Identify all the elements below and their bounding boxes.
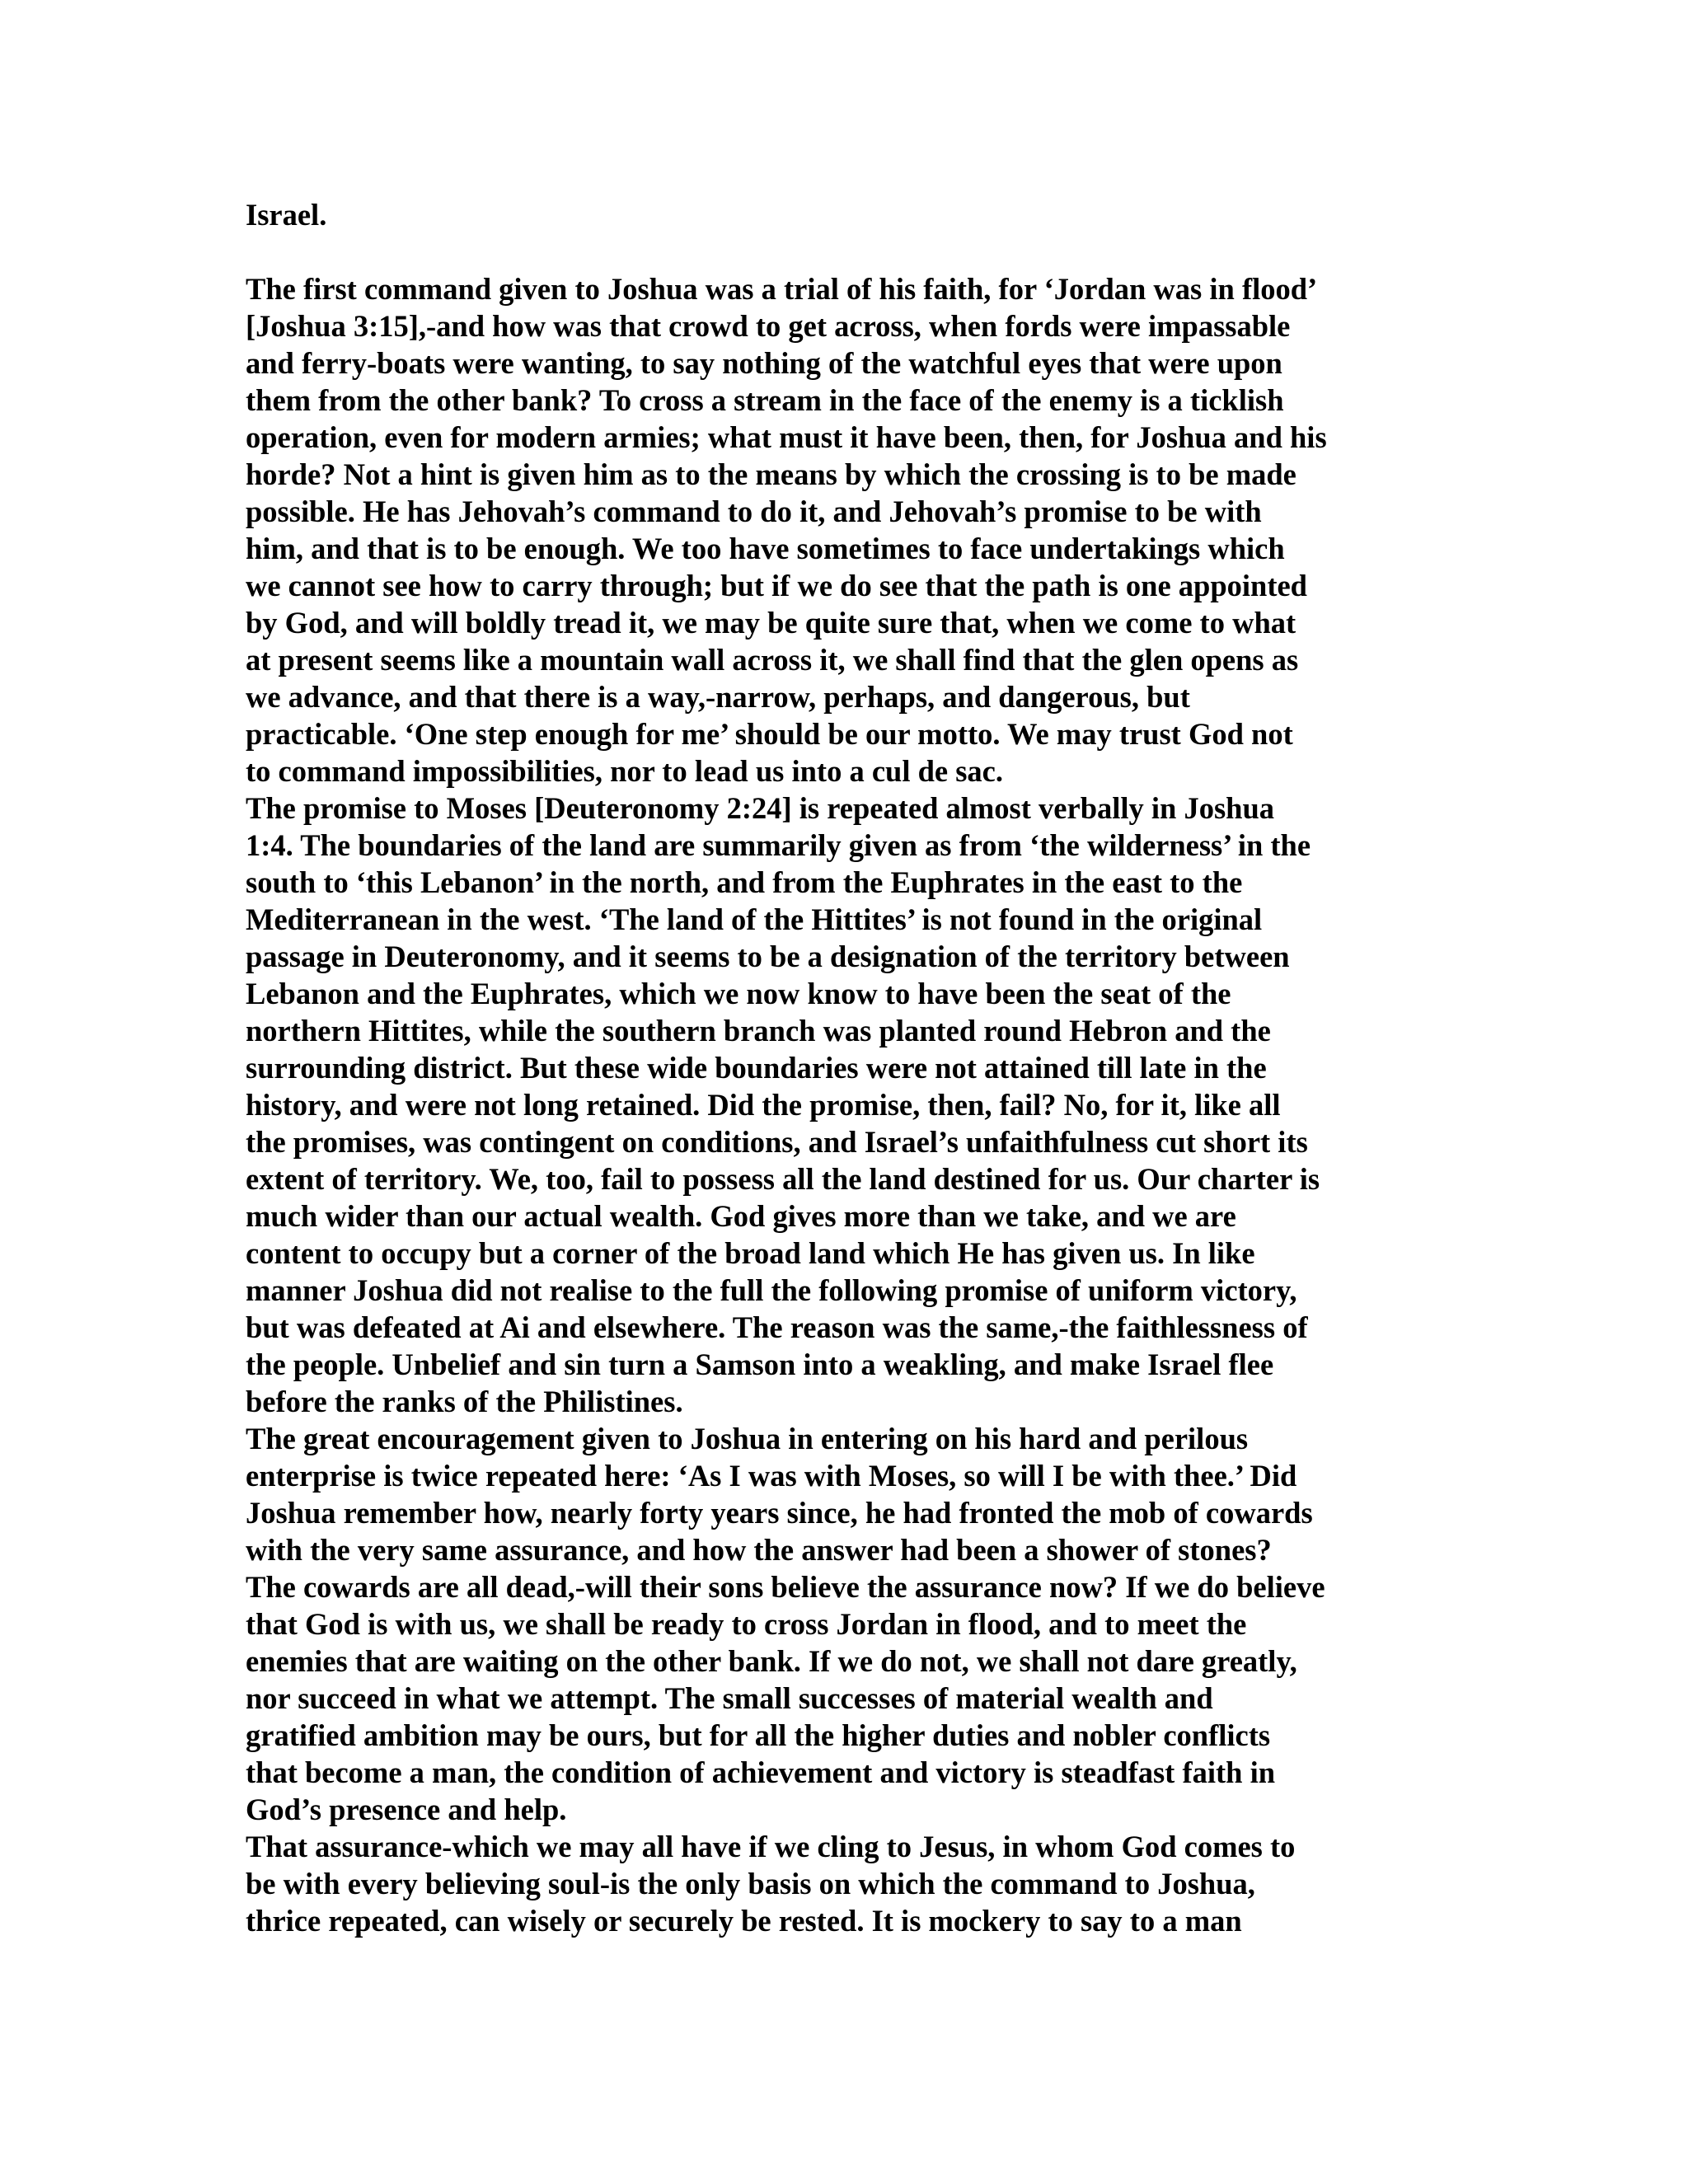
text-line: enemies that are waiting on the other bank. If we do not, we shall not dare greatly, [246,1644,1297,1678]
text-line: we cannot see how to carry through; but if we do see that the path is one appointed [246,569,1307,602]
text-line: manner Joshua did not realise to the full the following promise of uniform victory, [246,1273,1297,1307]
text-line: 1:4. The boundaries of the land are summarily given as from ‘the wilderness’ in the [246,828,1311,862]
text-line: nor succeed in what we attempt. The small successes of material wealth and [246,1681,1213,1715]
text-line: enterprise is twice repeated here: ‘As I was with Moses, so will I be with thee.’ Did [246,1459,1297,1493]
text-line: that God is with us, we shall be ready to cross Jordan in flood, and to meet the [246,1607,1247,1641]
text-line: practicable. ‘One step enough for me’ should be our motto. We may trust God not [246,717,1293,751]
text-line: northern Hittites, while the southern branch was planted round Hebron and the [246,1014,1271,1047]
text-line: The first command given to Joshua was a trial of his faith, for ‘Jordan was in flood’ [246,272,1318,306]
text-line: with the very same assurance, and how the answer had been a shower of stones? [246,1533,1272,1567]
text-line: That assurance-which we may all have if we cling to Jesus, in whom God comes to [246,1830,1296,1863]
text-line: The promise to Moses [Deuteronomy 2:24] is repeated almost verbally in Joshua [246,791,1275,825]
text-line: much wider than our actual wealth. God gives more than we take, and we are [246,1199,1236,1233]
text-line: God’s presence and help. [246,1793,567,1826]
text-line: him, and that is to be enough. We too have sometimes to face undertakings which [246,532,1285,565]
text-line: Lebanon and the Euphrates, which we now know to have been the seat of the [246,977,1231,1010]
text-line: The cowards are all dead,-will their sons believe the assurance now? If we do believe [246,1570,1325,1604]
text-line: history, and were not long retained. Did the promise, then, fail? No, for it, like all [246,1088,1281,1122]
text-line: before the ranks of the Philistines. [246,1385,683,1418]
text-line: to command impossibilities, nor to lead us into a cul de sac. [246,754,1003,788]
text-line: by God, and will boldly tread it, we may be quite sure that, when we come to what [246,606,1296,640]
text-line: but was defeated at Ai and elsewhere. The reason was the same,-the faithlessness of [246,1310,1308,1344]
text-line: be with every believing soul-is the only basis on which the command to Joshua, [246,1867,1255,1900]
text-line: operation, even for modern armies; what must it have been, then, for Joshua and his [246,420,1327,454]
text-line: extent of territory. We, too, fail to possess all the land destined for us. Our charter is [246,1162,1320,1196]
body-text [246,270,1465,1939]
text-line: [Joshua 3:15],-and how was that crowd to get across, when fords were impassable [246,309,1291,343]
text-line: gratified ambition may be ours, but for all the higher duties and nobler conflicts [246,1718,1271,1752]
section-heading: Israel. [246,198,327,232]
text-line: surrounding district. But these wide boundaries were not attained till late in the [246,1051,1267,1085]
text-line: we advance, and that there is a way,-narrow, perhaps, and dangerous, but [246,680,1190,714]
text-line: the people. Unbelief and sin turn a Samson into a weakling, and make Israel flee [246,1347,1274,1381]
text-line: content to occupy but a corner of the broad land which He has given us. In like [246,1236,1255,1270]
document-page [246,196,1465,1939]
text-line: at present seems like a mountain wall across it, we shall find that the glen opens as [246,643,1299,677]
text-line: Joshua remember how, nearly forty years since, he had fronted the mob of cowards [246,1496,1313,1530]
text-line: that become a man, the condition of achievement and victory is steadfast faith in [246,1755,1276,1789]
text-line: possible. He has Jehovah’s command to do it, and Jehovah’s promise to be with [246,494,1262,528]
text-line: the promises, was contingent on conditions, and Israel’s unfaithfulness cut short its [246,1125,1308,1159]
text-line: The great encouragement given to Joshua in entering on his hard and perilous [246,1422,1249,1455]
text-line: them from the other bank? To cross a stream in the face of the enemy is a ticklish [246,383,1284,417]
text-line: Mediterranean in the west. ‘The land of the Hittites’ is not found in the original [246,902,1263,936]
text-line: passage in Deuteronomy, and it seems to be a designation of the territory between [246,940,1290,973]
text-line: and ferry-boats were wanting, to say nothing of the watchful eyes that were upon [246,346,1282,380]
text-line: south to ‘this Lebanon’ in the north, and from the Euphrates in the east to the [246,865,1243,899]
text-line: thrice repeated, can wisely or securely be rested. It is mockery to say to a man [246,1904,1242,1938]
text-line: horde? Not a hint is given him as to the means by which the crossing is to be made [246,457,1296,491]
